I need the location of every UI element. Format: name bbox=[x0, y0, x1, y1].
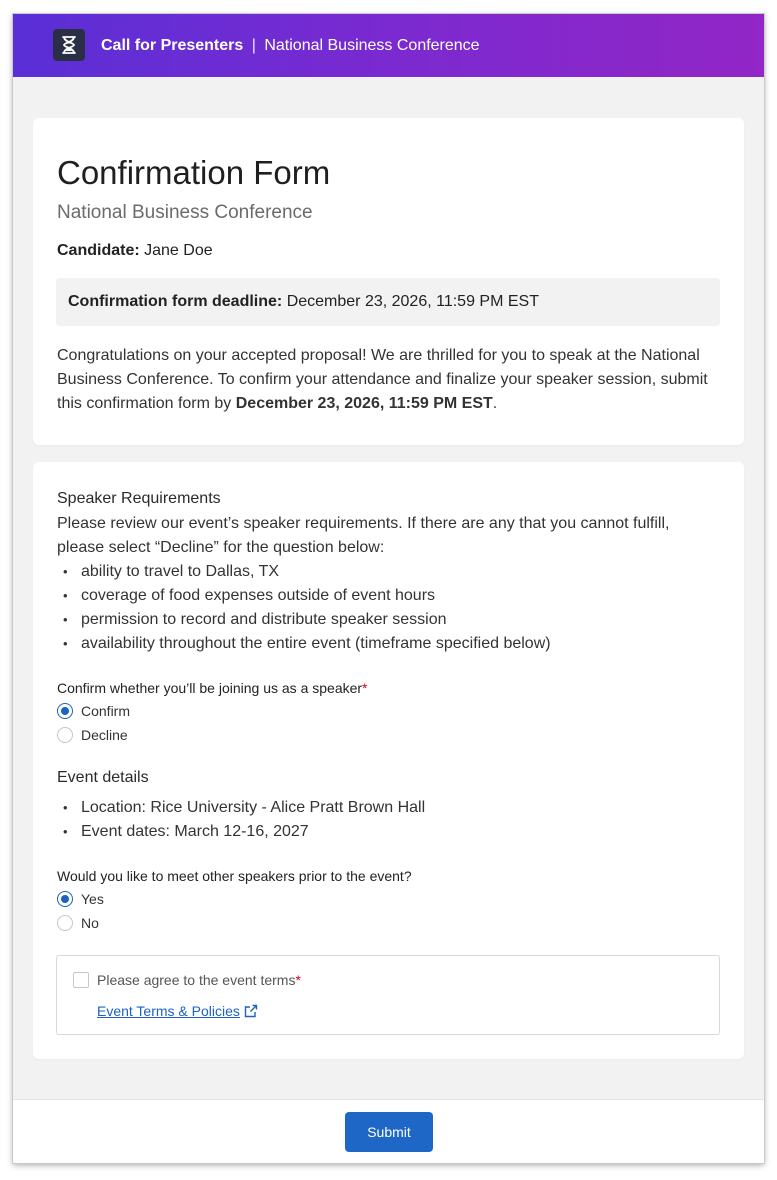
list-item: • coverage of food expenses outside of event hours bbox=[63, 584, 551, 608]
list-item: • Location: Rice University - Alice Pratt Brown Hall bbox=[63, 796, 425, 820]
terms-link[interactable] bbox=[97, 1003, 258, 1019]
radio-button[interactable] bbox=[57, 727, 73, 743]
required-marker: * bbox=[362, 680, 368, 696]
top-bar bbox=[13, 14, 764, 77]
list-item: • availability throughout the entire event (timeframe specified below) bbox=[63, 632, 551, 656]
requirements-description: Please review our event’s speaker requirements. If there are any that you cannot fulfill, please select “Decline” for the question below: bbox=[57, 515, 670, 556]
required-marker: * bbox=[295, 972, 301, 988]
event-name: National Business Conference bbox=[264, 37, 480, 54]
intro-text: Congratulations on your accepted proposal! We are thrilled for you to speak at the National Business Conference. To confirm your attendance and finalize your speaker session, submit this confirmation form by bbox=[57, 347, 708, 412]
candidate-label: Candidate: bbox=[57, 242, 140, 259]
list-item: • ability to travel to Dallas, TX bbox=[63, 560, 551, 584]
intro-deadline: December 23, 2026, 11:59 PM EST bbox=[235, 395, 493, 412]
page-title: Confirmation Form bbox=[57, 154, 331, 191]
form-card bbox=[33, 462, 744, 1059]
title-separator: | bbox=[251, 37, 256, 54]
list-item: • Event dates: March 12-16, 2027 bbox=[63, 820, 425, 844]
requirements-title: Speaker Requirements bbox=[57, 490, 221, 507]
radio-button[interactable] bbox=[57, 915, 73, 931]
intro-end: . bbox=[492, 395, 498, 412]
candidate-info bbox=[57, 242, 213, 260]
radio-label: Decline bbox=[81, 727, 128, 743]
hourglass-logo-icon bbox=[53, 29, 85, 61]
requirements-list bbox=[63, 560, 551, 656]
event-details-title: Event details bbox=[57, 769, 149, 786]
speaker-question-label bbox=[57, 680, 368, 696]
radio-label: No bbox=[81, 915, 99, 931]
candidate-name: Jane Doe bbox=[144, 242, 213, 259]
submit-button[interactable]: Submit bbox=[345, 1112, 433, 1152]
app-name: Call for Presenters bbox=[101, 37, 244, 54]
radio-button-selected[interactable] bbox=[57, 703, 73, 719]
top-bar-title bbox=[101, 37, 480, 55]
form-footer bbox=[13, 1099, 764, 1163]
radio-button-selected[interactable] bbox=[57, 891, 73, 907]
terms-link-text[interactable]: Event Terms & Policies bbox=[97, 1003, 240, 1019]
deadline-label: Confirmation form deadline: bbox=[68, 293, 283, 310]
external-link-icon bbox=[244, 1004, 258, 1018]
terms-label-text: Please agree to the event terms bbox=[97, 972, 296, 988]
speaker-question-text: Confirm whether you’ll be joining us as a speaker bbox=[57, 680, 363, 696]
list-item: • permission to record and distribute speaker session bbox=[63, 608, 551, 632]
intro-paragraph bbox=[57, 344, 717, 416]
deadline-banner bbox=[56, 278, 720, 326]
terms-box bbox=[56, 955, 720, 1035]
app-window bbox=[13, 14, 764, 1163]
radio-confirm[interactable] bbox=[57, 703, 130, 719]
radio-label: Confirm bbox=[81, 703, 131, 719]
radio-decline[interactable] bbox=[57, 727, 128, 743]
page-subtitle: National Business Conference bbox=[57, 202, 313, 223]
terms-checkbox[interactable] bbox=[73, 972, 89, 988]
deadline-value: December 23, 2026, 11:59 PM EST bbox=[286, 293, 539, 310]
event-details-list bbox=[63, 796, 425, 844]
radio-label: Yes bbox=[81, 891, 104, 907]
radio-yes[interactable] bbox=[57, 891, 104, 907]
radio-no[interactable] bbox=[57, 915, 99, 931]
confirmation-card bbox=[33, 118, 744, 445]
meet-question-label: Would you like to meet other speakers prior to the event? bbox=[57, 868, 412, 884]
terms-label bbox=[97, 972, 301, 988]
